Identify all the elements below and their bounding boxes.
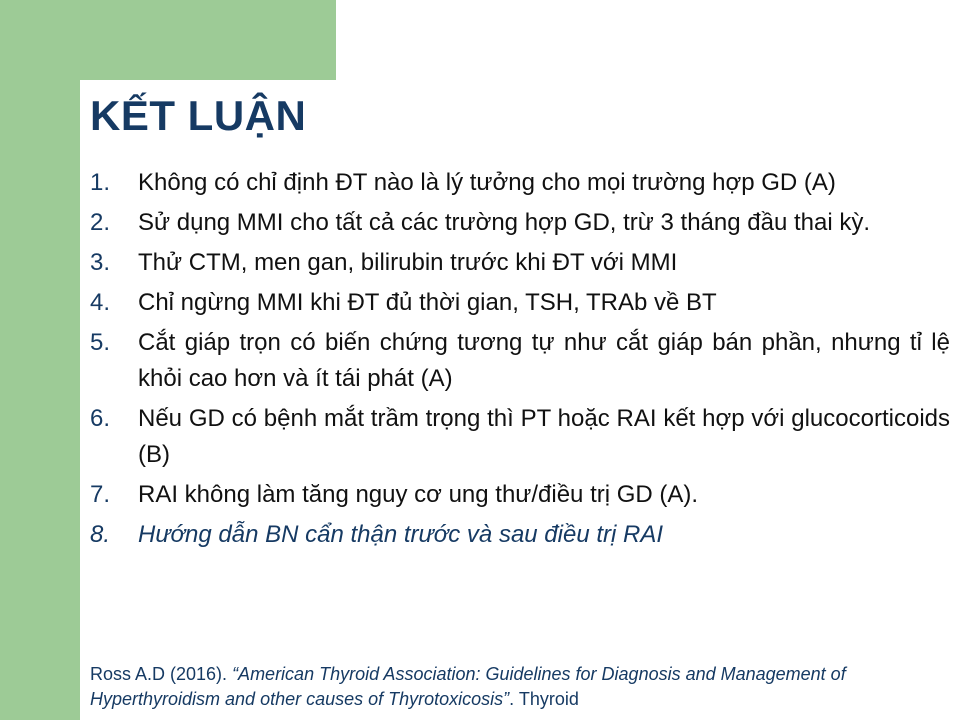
item-text: Cắt giáp trọn có biến chứng tương tự như cắt giáp bán phần, nhưng tỉ lệ khỏi cao hơn và ít tái phát (A): [138, 329, 950, 392]
green-side-band: [0, 0, 80, 720]
list-item: [90, 165, 950, 201]
item-number: 3.: [90, 249, 111, 276]
item-text: Không có chỉ định ĐT nào là lý tưởng cho mọi trường hợp GD (A): [138, 169, 836, 196]
item-text: Nếu GD có bệnh mắt trầm trọng thì PT hoặc RAI kết hợp với glucocorticoids (B): [138, 405, 950, 468]
item-number: 5.: [90, 329, 111, 356]
list-item: [90, 285, 950, 321]
item-text: RAI không làm tăng nguy cơ ung thư/điều trị GD (A).: [138, 481, 699, 508]
item-text: Hướng dẫn BN cẩn thận trước và sau điều trị RAI: [138, 521, 664, 548]
list-item: [90, 325, 950, 397]
item-number: 6.: [90, 405, 111, 432]
item-text: Sử dụng MMI cho tất cả các trường hợp GD, trừ 3 tháng đầu thai kỳ.: [138, 209, 871, 236]
green-top-band: [0, 0, 336, 80]
list-item: [90, 401, 950, 473]
list-item: [90, 205, 950, 241]
item-number: 2.: [90, 209, 111, 236]
reference-citation: [90, 662, 950, 712]
item-number: 4.: [90, 289, 111, 316]
reference-title: “American Thyroid Association: Guidelines for Diagnosis and Management of Hyperthyroidism and other causes of Thyrotoxicosis”: [90, 664, 846, 709]
slide-title: KẾT LUẬN: [90, 92, 307, 139]
conclusion-list: [90, 165, 950, 557]
list-item: [90, 245, 950, 281]
reference-authors: Ross A.D (2016).: [90, 664, 233, 684]
item-number: 8.: [90, 521, 111, 548]
item-text: Chỉ ngừng MMI khi ĐT đủ thời gian, TSH, TRAb về BT: [138, 289, 717, 316]
list-item: [90, 477, 950, 513]
item-number: 7.: [90, 481, 111, 508]
item-number: 1.: [90, 169, 111, 196]
item-text: Thử CTM, men gan, bilirubin trước khi ĐT với MMI: [138, 249, 678, 276]
reference-journal: . Thyroid: [509, 689, 579, 709]
list-item: [90, 517, 950, 553]
